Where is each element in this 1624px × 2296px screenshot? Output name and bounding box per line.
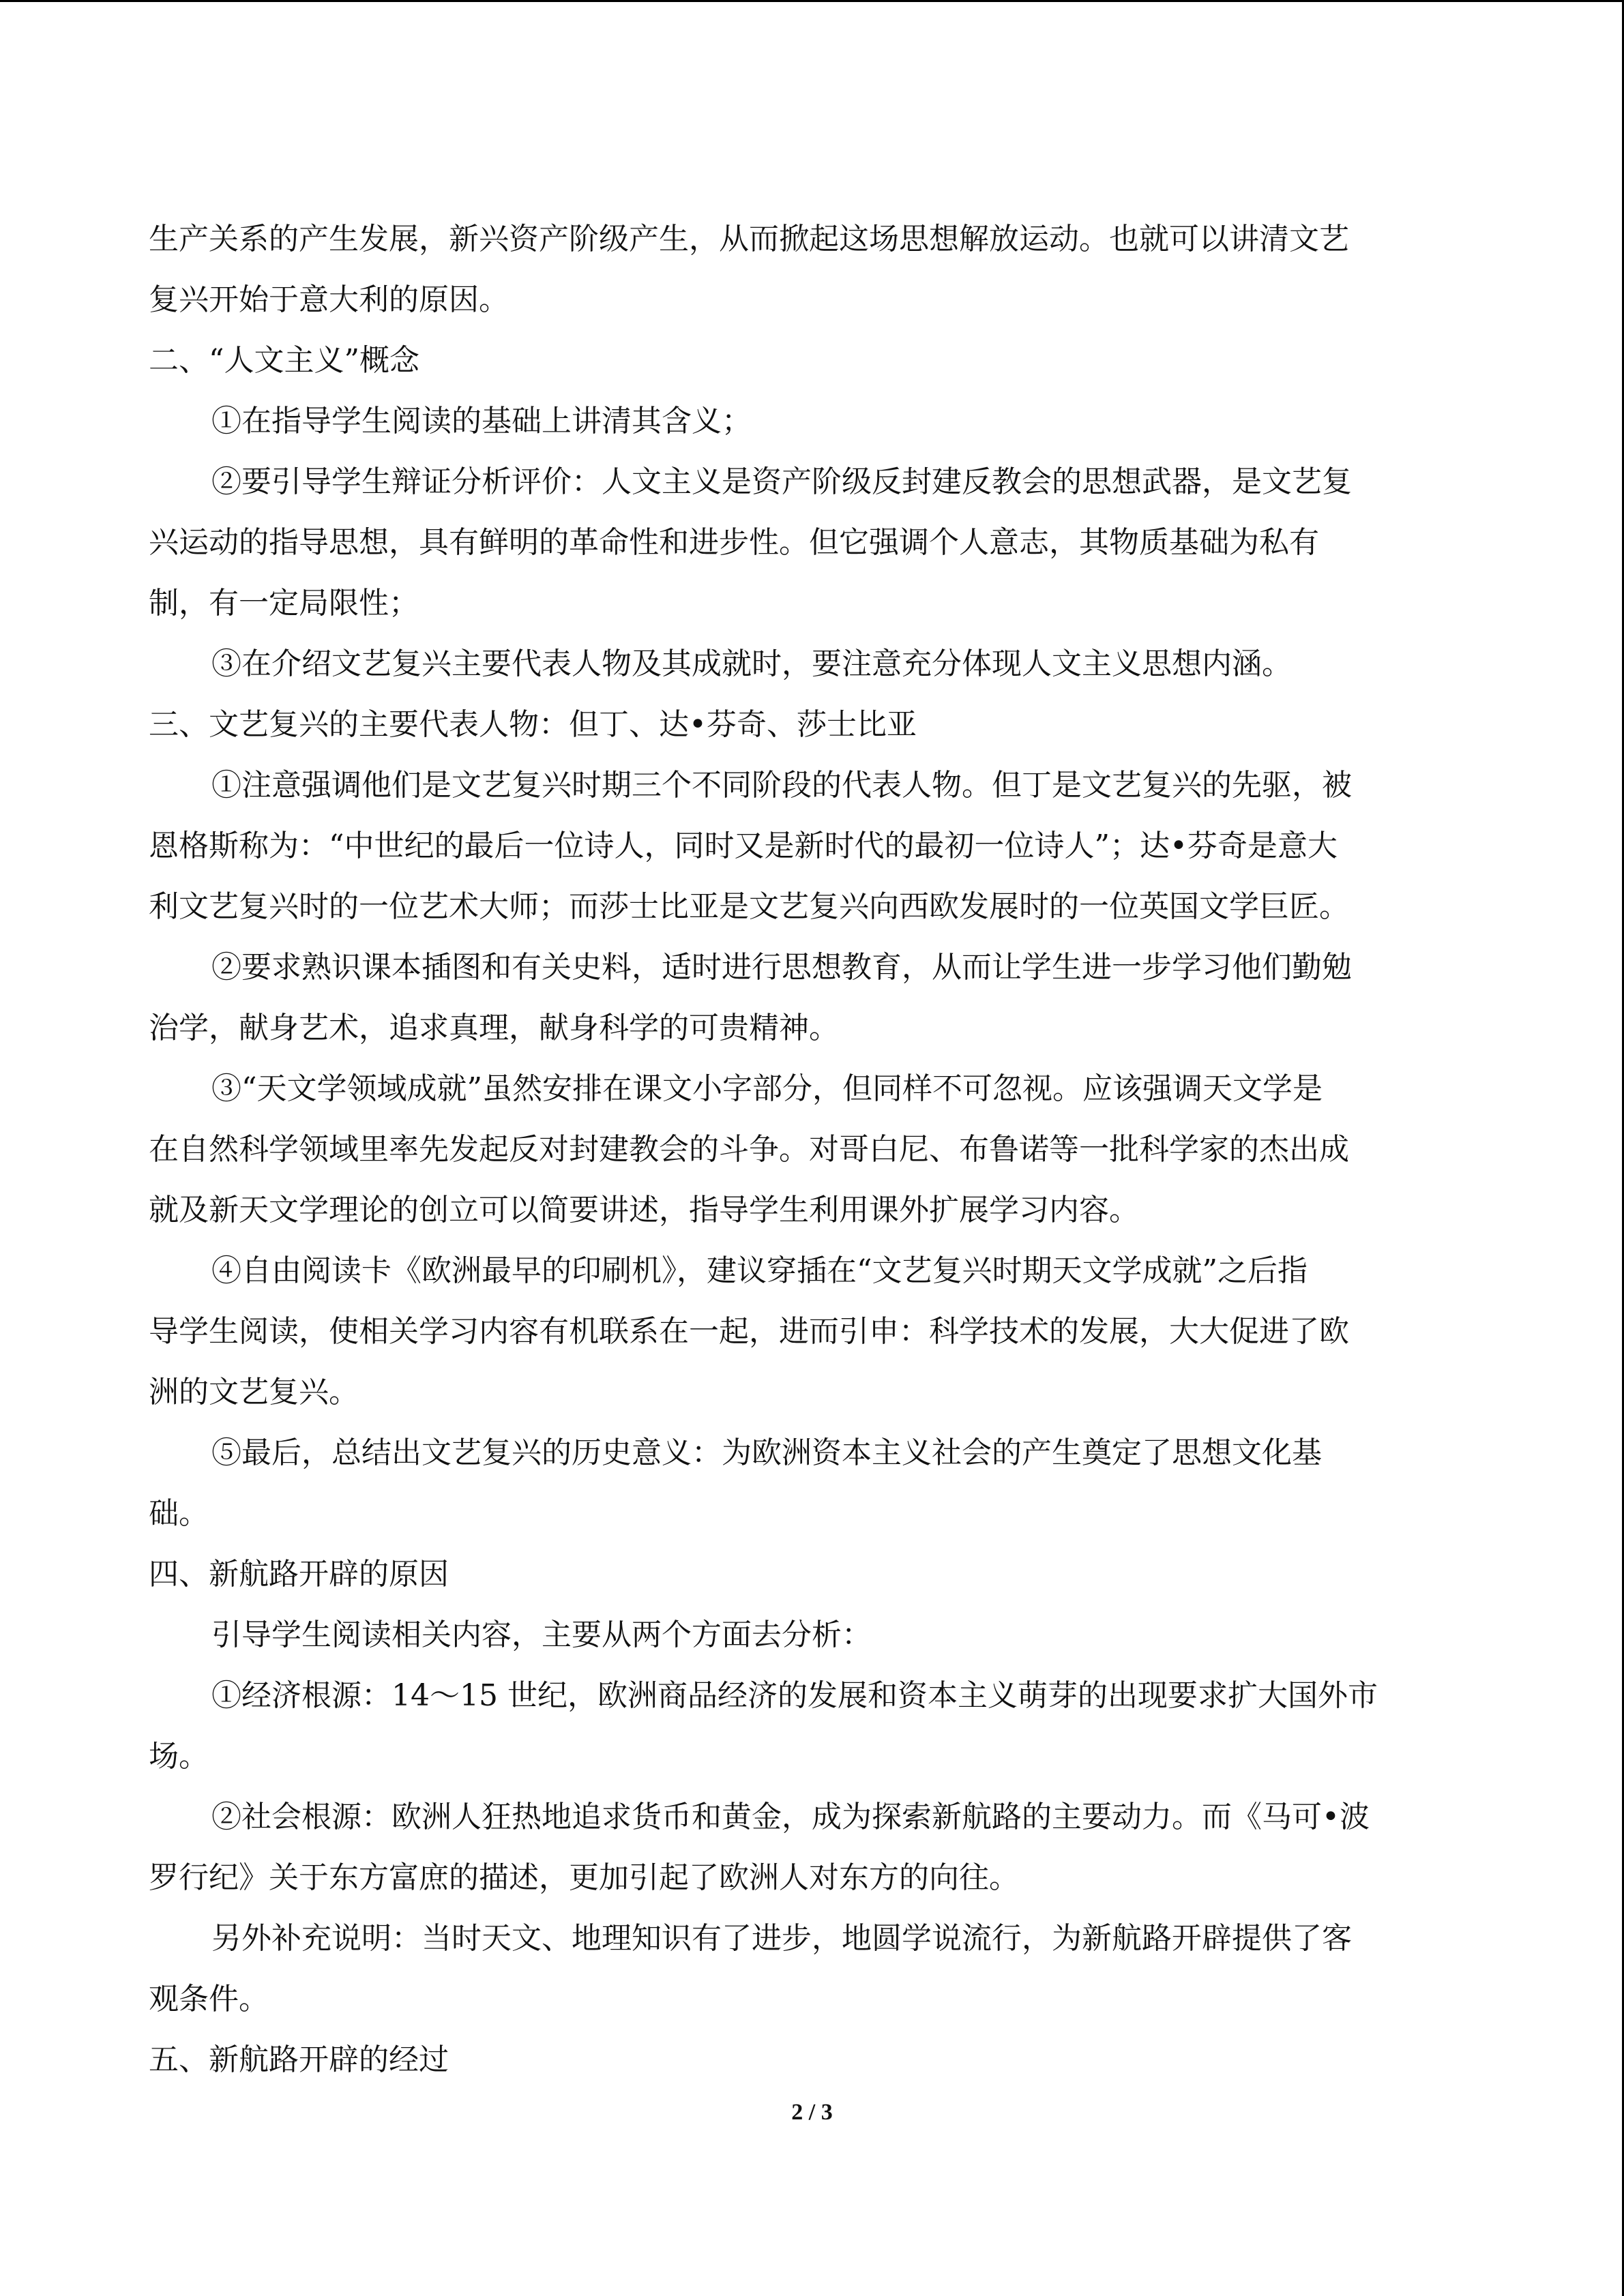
paragraph-line: ⑤最后，总结出文艺复兴的历史意义：为欧洲资本主义社会的产生奠定了思想文化基	[211, 1435, 1322, 1470]
text-line: 罗行纪》关于东方富庶的描述，更加引起了欧洲人对东方的向往。	[149, 1860, 1019, 1895]
text-line: 制，有一定局限性；	[149, 586, 419, 621]
paragraph-line: ②要引导学生辩证分析评价：人文主义是资产阶级反封建反教会的思想武器，是文艺复	[211, 464, 1352, 499]
text-line: 在自然科学领域里率先发起反对封建教会的斗争。对哥白尼、布鲁诺等一批科学家的杰出成	[149, 1132, 1349, 1167]
text-line: 兴运动的指导思想，具有鲜明的革命性和进步性。但它强调个人意志，其物质基础为私有	[149, 525, 1319, 560]
document-body	[149, 209, 1476, 2090]
text-line: 恩格斯称为：“中世纪的最后一位诗人，同时又是新时代的最初一位诗人”；达•芬奇是意大	[149, 829, 1338, 863]
text-line: 洲的文艺复兴。	[149, 1375, 359, 1410]
text-line: 利文艺复兴时的一位艺术大师；而莎士比亚是文艺复兴向西欧发展时的一位英国文学巨匠。	[149, 889, 1349, 924]
text-line: 二、“人文主义”概念	[149, 343, 419, 378]
text-line: 础。	[149, 1496, 209, 1531]
text-line: 就及新天文学理论的创立可以简要讲述，指导学生利用课外扩展学习内容。	[149, 1193, 1139, 1227]
paragraph-line: 引导学生阅读相关内容，主要从两个方面去分析：	[211, 1617, 872, 1652]
text-line: 导学生阅读，使相关学习内容有机联系在一起，进而引申：科学技术的发展，大大促进了欧	[149, 1314, 1349, 1349]
paragraph-line: 另外补充说明：当时天文、地理知识有了进步，地圆学说流行，为新航路开辟提供了客	[211, 1921, 1352, 1956]
page-number: 2 / 3	[791, 2100, 833, 2125]
paragraph-line: ②要求熟识课本插图和有关史料，适时进行思想教育，从而让学生进一步学习他们勤勉	[211, 950, 1352, 985]
text-line: 场。	[149, 1739, 209, 1774]
paragraph-line: ③“天文学领域成就”虽然安排在课文小字部分，但同样不可忽视。应该强调天文学是	[211, 1071, 1323, 1106]
text-line: 生产关系的产生发展，新兴资产阶级产生，从而掀起这场思想解放运动。也就可以讲清文艺	[149, 222, 1349, 256]
paragraph-line: ②社会根源：欧洲人狂热地追求货币和黄金，成为探索新航路的主要动力。而《马可•波	[211, 1800, 1370, 1834]
paragraph-line: ①在指导学生阅读的基础上讲清其含义；	[211, 404, 752, 438]
text-line: 复兴开始于意大利的原因。	[149, 282, 509, 317]
paragraph-line: ④自由阅读卡《欧洲最早的印刷机》，建议穿插在“文艺复兴时期天文学成就”之后指	[211, 1253, 1308, 1288]
paragraph-line: ①经济根源：14～15 世纪，欧洲商品经济的发展和资本主义萌芽的出现要求扩大国外市	[211, 1678, 1378, 1713]
text-line: 三、文艺复兴的主要代表人物：但丁、达•芬奇、莎士比亚	[149, 707, 917, 742]
paragraph-line: ①注意强调他们是文艺复兴时期三个不同阶段的代表人物。但丁是文艺复兴的先驱，被	[211, 768, 1352, 803]
text-line: 观条件。	[149, 1982, 269, 2016]
text-line: 治学，献身艺术，追求真理，献身科学的可贵精神。	[149, 1011, 839, 1045]
text-line: 四、新航路开辟的原因	[149, 1557, 449, 1592]
paragraph-line: ③在介绍文艺复兴主要代表人物及其成就时，要注意充分体现人文主义思想内涵。	[211, 646, 1292, 681]
text-line: 五、新航路开辟的经过	[149, 2042, 449, 2077]
